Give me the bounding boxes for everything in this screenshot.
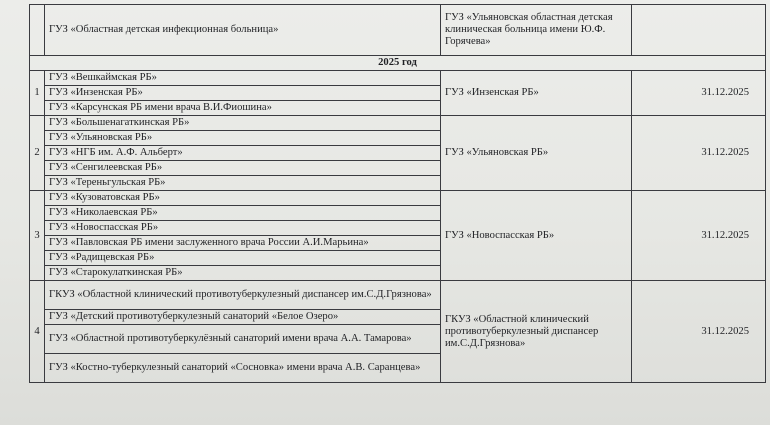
table-row	[30, 71, 766, 86]
list-item: ГУЗ «Детский противотуберкулезный санаторий «Белое Озеро»	[45, 310, 441, 325]
list-item: ГУЗ «Павловская РБ имени заслуженного врача России А.И.Марьина»	[45, 236, 441, 251]
group-date: 31.12.2025	[632, 281, 766, 383]
list-item: ГУЗ «Карсунская РБ имени врача В.И.Фиошина»	[45, 101, 441, 116]
list-item: ГУЗ «Радищевская РБ»	[45, 251, 441, 266]
year-label: 2025 год	[30, 56, 766, 71]
group-number: 1	[30, 71, 45, 116]
list-item: ГУЗ «Кузоватовская РБ»	[45, 191, 441, 206]
table-row	[30, 191, 766, 206]
group-number: 3	[30, 191, 45, 281]
list-item: ГУЗ «Новоспасская РБ»	[45, 221, 441, 236]
group-number: 2	[30, 116, 45, 191]
group-date: 31.12.2025	[632, 71, 766, 116]
list-item: ГУЗ «Большенагаткинская РБ»	[45, 116, 441, 131]
cell-empty	[30, 5, 45, 56]
group-target: ГУЗ «Ульяновская РБ»	[441, 116, 632, 191]
list-item: ГУЗ «Областной противотуберкулёзный санаторий имени врача А.А. Тамарова»	[45, 325, 441, 354]
group-target: ГКУЗ «Областной клинический противотуберкулезный диспансер им.С.Д.Грязнова»	[441, 281, 632, 383]
list-item: ГУЗ «Старокулаткинская РБ»	[45, 266, 441, 281]
list-item: ГКУЗ «Областной клинический противотуберкулезный диспансер им.С.Д.Грязнова»	[45, 281, 441, 310]
list-item: ГУЗ «Тереньгульская РБ»	[45, 176, 441, 191]
table-row	[30, 281, 766, 310]
cell-empty	[632, 5, 766, 56]
list-item: ГУЗ «Николаевская РБ»	[45, 206, 441, 221]
list-item: ГУЗ «Инзенская РБ»	[45, 86, 441, 101]
table-header-row	[30, 5, 766, 56]
list-item: ГУЗ «Вешкаймская РБ»	[45, 71, 441, 86]
list-item: ГУЗ «Костно-туберкулезный санаторий «Сосновка» имени врача А.В. Саранцева»	[45, 354, 441, 383]
schedule-table	[29, 4, 766, 383]
header-source-org: ГУЗ «Областная детская инфекционная больница»	[45, 5, 441, 56]
header-target-org: ГУЗ «Ульяновская областная детская клиническая больница имени Ю.Ф. Горячева»	[441, 5, 632, 56]
list-item: ГУЗ «НГБ им. А.Ф. Альберт»	[45, 146, 441, 161]
group-date: 31.12.2025	[632, 116, 766, 191]
table-row	[30, 116, 766, 131]
group-target: ГУЗ «Новоспасская РБ»	[441, 191, 632, 281]
list-item: ГУЗ «Ульяновская РБ»	[45, 131, 441, 146]
group-target: ГУЗ «Инзенская РБ»	[441, 71, 632, 116]
year-row	[30, 56, 766, 71]
list-item: ГУЗ «Сенгилеевская РБ»	[45, 161, 441, 176]
group-number: 4	[30, 281, 45, 383]
group-date: 31.12.2025	[632, 191, 766, 281]
